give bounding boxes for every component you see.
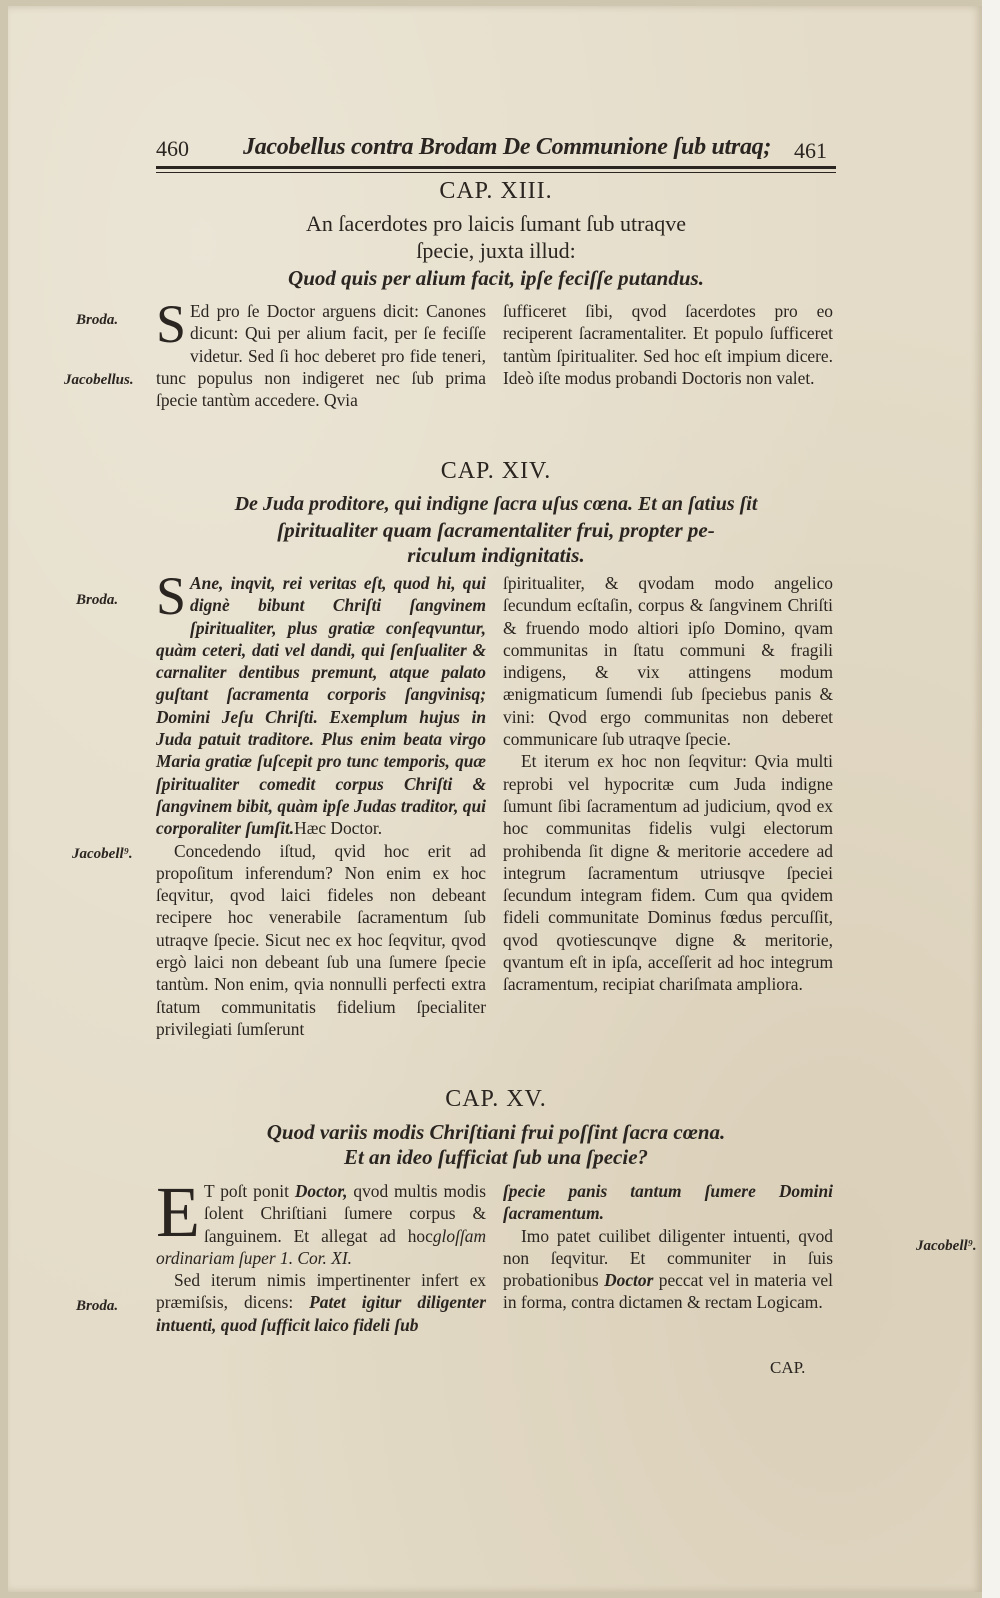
page-number-right: 461	[794, 138, 827, 163]
chapter-15-text-b: qvod multis modis ſolent Chriſtiani ſumere corpus & ſanguinem. Et allegat ad hoc	[203, 1181, 486, 1246]
chapter-13-right-column	[503, 300, 833, 389]
chapter-14-right-paragraph: Et iterum ex hoc non ſeqvitur: Qvia multi reprobi vel hypocritæ cum Juda indigne ſumunt ſibi ſacramentum ad judicium, qvod ex hoc communitas fidelis vulgi electorum prohibenda ſit digne & meritorie accedere ad integrum ſacramentum utriusqve ſpeciei ſecundum integram fidem. Cum qua qvidem fideli communitate Dominus fœdus percuſſit, qvod qvotiescunqve digne & meritorie, qvantum eſt in ipſa, acceſſerit ad hoc integrum ſacramentum, recipiat chariſmata ampliora.	[503, 751, 833, 995]
chapter-14-quote: Ane, inqvit, rei veritas eſt, quod hi, qui dignè bibunt Chriſti ſangvinem ſpiritualiter, plus gratiæ conſeqvuntur, quàm ceteri, dati vel dandi, qui ſenſualiter & carnaliter dentibus premunt, atque palato guſtant ſacramenta corporis ſangvinisq; Domini Jeſu Chriſti. Exemplum hujus in Juda patuit traditore. Plus enim beata virgo Maria gratiæ ſuſcepit pro tunc temporis, quæ ſpiritualiter comedit corpus Chriſti & ſangvinem bibit, quàm ipſe Judas traditor, qui corporaliter ſumſit.	[156, 573, 486, 839]
margin-label-jacobellus: Jacobell⁹.	[916, 1238, 977, 1254]
chapter-14-right-column	[503, 572, 833, 996]
page-number-left: 460	[156, 136, 189, 161]
chapter-15-right-text-a: Imo patet cuilibet diligenter intuenti, qvod non ſeqvitur. Et communiter in ſuis probationibus	[503, 1225, 833, 1291]
chapter-13-heading-line3: Quod quis per alium facit, ipſe feciſſe putandus.	[288, 266, 704, 290]
header-rule-thin	[156, 172, 836, 173]
chapter-15-left-column	[156, 1172, 486, 1336]
running-title: Jacobellus contra Brodam De Communione ſub utraq;	[243, 134, 772, 160]
chapter-14-heading-line3: riculum indignitatis.	[407, 543, 585, 567]
chapter-13-right-text: ſufficeret ſibi, qvod ſacerdotes pro eo reciperent ſacramentaliter. Et populo ſufficeret tantùm ſpiritualiter. Sed hoc eſt impium dicere. Ideò iſte modus probandi Doctoris non valet.	[503, 301, 833, 388]
chapter-15-heading-line2: Et an ideo ſufficiat ſub una ſpecie?	[343, 1145, 649, 1169]
chapter-14-left-paragraph: Concedendo iſtud, qvid hoc erit ad propoſitum inferendum? Non enim ex hoc ſeqvitur, qvod laici fideles non debeant recipere hoc venerabile ſacramentum ſub utraqve ſpecie. Sicut nec ex hoc ſeqvitur, qvod ergò laici non debeant ſub una ſumere ſpecie tantùm. Non enim, qvia nonnulli perfecti extra ſtatum communitatis fidelium ſpecialiter privilegiati ſumſerunt	[156, 840, 486, 1039]
chapter-14-heading-line2: ſpiritualiter quam ſacramentaliter frui, propter pe-	[277, 518, 715, 542]
dropcap: E	[156, 1172, 200, 1252]
dropcap: S	[156, 294, 187, 354]
chapter-15-heading-line1: Quod variis modis Chriſtiani frui poſſint ſacra cœna.	[266, 1120, 726, 1144]
book-page	[8, 6, 982, 1592]
margin-label-jacobellus: Jacobell⁹.	[72, 846, 133, 862]
chapter-15-text-c: Sed iterum nimis impertinenter infert ex præmiſsis, dicens:	[156, 1270, 486, 1313]
chapter-13-heading-line1: An ſacerdotes pro laicis ſumant ſub utraqve	[306, 211, 686, 236]
chapter-14-quote-tail: Hæc Doctor.	[294, 818, 383, 839]
chapter-13-left-text: Ed pro ſe Doctor arguens dicit: Canones dicunt: Qui per alium facit, per ſe feciſſe videtur. Sed ſi hoc deberet pro fide teneri, tunc populus non indigeret nec ſub prima ſpecie tantùm accedere. Qvia	[156, 301, 486, 411]
chapter-15-number: CAP. XV.	[445, 1086, 547, 1112]
chapter-15-right-column	[503, 1180, 833, 1314]
chapter-13-number: CAP. XIII.	[439, 178, 553, 204]
chapter-13-heading-line2: ſpecie, juxta illud:	[416, 238, 576, 263]
margin-label-broda: Broda.	[76, 592, 119, 608]
chapter-14-heading-line1: De Juda proditore, qui indigne ſacra uſus cœna. Et an ſatius ſit	[234, 493, 758, 515]
chapter-15-text-a-italic: Doctor,	[294, 1181, 348, 1201]
chapter-15-text-a: T poſt ponit	[203, 1181, 289, 1201]
chapter-15-right-text-b: peccat vel in materia vel in forma, contra dictamen & rectam Logicam.	[503, 1270, 833, 1313]
page-edge	[982, 0, 1000, 1598]
chapter-14-number: CAP. XIV.	[440, 458, 552, 484]
header-rule	[156, 166, 836, 169]
margin-label-broda: Broda.	[76, 1298, 119, 1314]
chapter-14-left-column	[156, 566, 486, 1040]
margin-label-jacobellus: Jacobellus.	[64, 372, 134, 388]
chapter-14-right-text: ſpiritualiter, & qvodam modo angelico ſecundum ecſtaſin, corpus & ſangvinem Chriſti & fruendo modo altiori ipſo Domino, qvam communitas in ſtatu communi & fragili indigens, & vix attingens modum ænigmaticum ſumendi ſub ſpeciebus panis & vini: Qvod ergo communitas non deberet communicare ſub utraqve ſpecie.	[503, 573, 833, 750]
chapter-15-right-italic-doctor: Doctor	[604, 1270, 654, 1291]
chapter-13-left-column	[156, 294, 486, 411]
chapter-15-text-c-italic: Patet igitur diligenter intuenti, quod ſufficit laico fideli ſub	[156, 1292, 486, 1335]
margin-label-broda: Broda.	[76, 312, 119, 328]
chapter-15-text-b-italic: gloſſam ordinariam ſuper 1. Cor. XI.	[156, 1225, 486, 1268]
dropcap: S	[156, 566, 187, 626]
chapter-15-right-italic: ſpecie panis tantum ſumere Domini ſacramentum.	[503, 1181, 833, 1224]
catchword: CAP.	[770, 1358, 806, 1377]
